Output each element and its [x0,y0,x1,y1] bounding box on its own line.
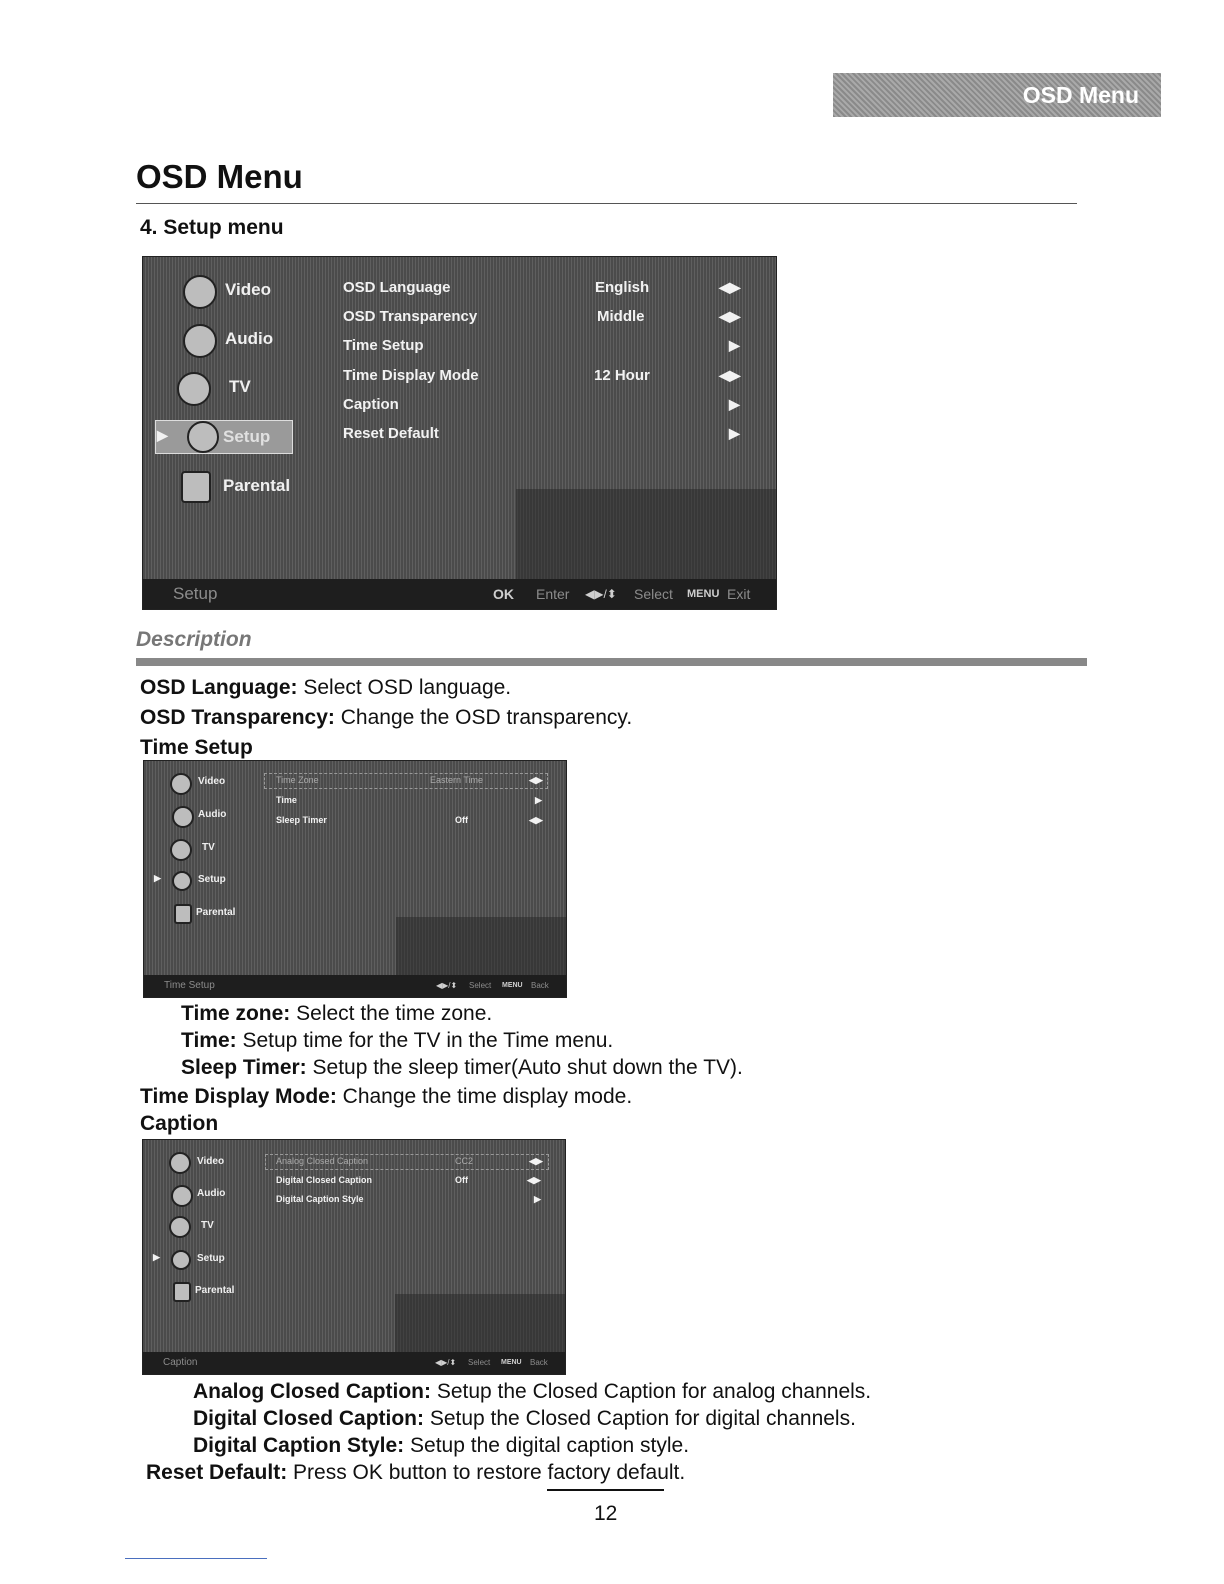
desc-reset-default: Reset Default: Press OK button to restore factory default. [146,1461,686,1484]
nav-item-setup[interactable]: Setup [223,427,271,446]
tv-icon [170,839,192,861]
osd-transparency-value: Middle [597,308,645,325]
time-display-mode-value: 12 Hour [594,367,650,384]
left-right-arrow-icon[interactable]: ◀▶ [529,775,543,785]
left-right-arrow-icon[interactable]: ◀▶ [719,367,741,383]
desc-time: Time: Setup time for the TV in the Time menu. [181,1029,614,1052]
video-icon [169,1152,191,1174]
description-heading: Description [136,628,252,651]
footer-title: Setup [173,584,218,603]
desc-digital-closed-caption: Digital Closed Caption: Setup the Closed Caption for digital channels. [193,1407,856,1430]
nav-item-tv[interactable]: TV [229,377,251,396]
setup-menu-screen [142,256,777,610]
left-right-arrow-icon[interactable]: ◀▶ [527,1175,541,1185]
right-arrow-icon[interactable]: ▶ [535,795,542,805]
footer-title: Time Setup [164,980,215,991]
desc-osd-transparency: OSD Transparency: Change the OSD transparency. [140,706,633,729]
desc-caption-heading: Caption [140,1112,219,1135]
nav-item-setup[interactable]: Setup [198,874,226,885]
tv-icon [177,372,211,406]
desc-time-setup-heading: Time Setup [140,736,253,759]
nav-item-tv[interactable]: TV [202,842,215,853]
time-zone-value: Eastern Time [430,775,484,785]
desc-time-zone: Time zone: Select the time zone. [181,1002,493,1025]
nav-arrows-icon: ◀▶/⬍ [435,1358,457,1367]
menu-row-time-display-mode[interactable]: Time Display Mode [343,367,479,384]
parental-icon [173,1282,191,1302]
nav-pointer-icon: ▶ [153,1252,160,1262]
footer-ok-key: OK [493,586,514,602]
parental-icon [181,471,211,503]
audio-icon [171,1185,193,1207]
time-setup-screen [143,760,567,998]
right-arrow-icon[interactable]: ▶ [729,396,740,412]
title-divider [136,203,1077,204]
desc-osd-language: OSD Language: Select OSD language. [140,676,512,699]
page-title: OSD Menu [136,158,303,195]
menu-row-analog-closed-caption[interactable]: Analog Closed Caption [276,1156,369,1166]
audio-icon [172,806,194,828]
menu-row-time-setup[interactable]: Time Setup [343,337,424,354]
screen-footer [143,579,776,609]
desc-time-display-mode: Time Display Mode: Change the time display mode. [140,1085,633,1108]
menu-row-digital-caption-style[interactable]: Digital Caption Style [276,1194,364,1204]
analog-closed-caption-value: CC2 [455,1156,474,1166]
parental-icon [174,904,192,924]
caption-screen [142,1139,566,1375]
nav-item-video[interactable]: Video [198,776,226,787]
menu-row-sleep-timer[interactable]: Sleep Timer [276,815,327,825]
nav-item-video[interactable]: Video [225,280,271,299]
nav-item-parental[interactable]: Parental [195,1285,235,1296]
footer-select: Select [469,981,492,990]
footer-menu-key: MENU [501,1359,522,1366]
nav-item-parental[interactable]: Parental [223,476,291,495]
page-number: 12 [594,1502,618,1525]
section-title: 4. Setup menu [140,216,284,239]
nav-arrows-icon: ◀▶/⬍ [436,981,458,990]
nav-item-tv[interactable]: TV [201,1220,214,1231]
right-arrow-icon[interactable]: ▶ [729,337,740,353]
footer-exit: Exit [727,586,751,602]
nav-item-video[interactable]: Video [197,1156,225,1167]
footer-select: Select [468,1358,491,1367]
header-tab: OSD Menu [833,73,1161,117]
video-icon [183,275,217,309]
screen-footer [143,1352,565,1374]
nav-item-audio[interactable]: Audio [197,1188,226,1199]
menu-row-time[interactable]: Time [276,795,297,805]
menu-row-reset-default[interactable]: Reset Default [343,425,439,442]
menu-row-osd-language[interactable]: OSD Language [343,279,451,296]
tv-icon [169,1216,191,1238]
setup-icon [171,1250,191,1270]
description-divider [136,658,1087,666]
menu-row-time-zone[interactable]: Time Zone [276,775,319,785]
footer-back: Back [530,1358,548,1367]
nav-arrows-icon: ◀▶/⬍ [585,587,617,601]
menu-row-osd-transparency[interactable]: OSD Transparency [343,308,478,325]
screen-footer [144,975,566,997]
footer-title: Caption [163,1357,198,1368]
footer-back: Back [531,981,549,990]
desc-analog-closed-caption: Analog Closed Caption: Setup the Closed Caption for analog channels. [193,1380,872,1403]
video-icon [170,773,192,795]
menu-row-digital-closed-caption[interactable]: Digital Closed Caption [276,1175,373,1185]
digital-closed-caption-value: Off [455,1175,468,1185]
footer-menu-key: MENU [687,588,720,600]
nav-item-audio[interactable]: Audio [225,329,274,348]
setup-icon [187,421,219,453]
nav-item-parental[interactable]: Parental [196,907,236,918]
nav-item-audio[interactable]: Audio [198,809,227,820]
footer-select: Select [634,586,673,602]
left-right-arrow-icon[interactable]: ◀▶ [529,815,543,825]
osd-language-value: English [595,279,650,296]
left-right-arrow-icon[interactable]: ◀▶ [529,1156,543,1166]
audio-icon [183,324,217,358]
footer-menu-key: MENU [502,982,523,989]
setup-icon [172,871,192,891]
footer-enter: Enter [536,586,570,602]
right-arrow-icon[interactable]: ▶ [729,425,740,441]
nav-pointer-icon: ▶ [154,873,161,883]
menu-row-caption[interactable]: Caption [343,396,399,413]
left-right-arrow-icon[interactable]: ◀▶ [719,308,741,324]
footer-line [125,1558,267,1559]
sleep-timer-value: Off [455,815,468,825]
desc-digital-caption-style: Digital Caption Style: Setup the digital caption style. [193,1434,690,1457]
left-right-arrow-icon[interactable]: ◀▶ [719,279,741,295]
nav-item-setup[interactable]: Setup [197,1253,225,1264]
desc-sleep-timer: Sleep Timer: Setup the sleep timer(Auto shut down the TV). [181,1056,743,1079]
nav-pointer-icon: ▶ [157,427,168,443]
page-number-rule [547,1489,664,1491]
right-arrow-icon[interactable]: ▶ [534,1194,541,1204]
